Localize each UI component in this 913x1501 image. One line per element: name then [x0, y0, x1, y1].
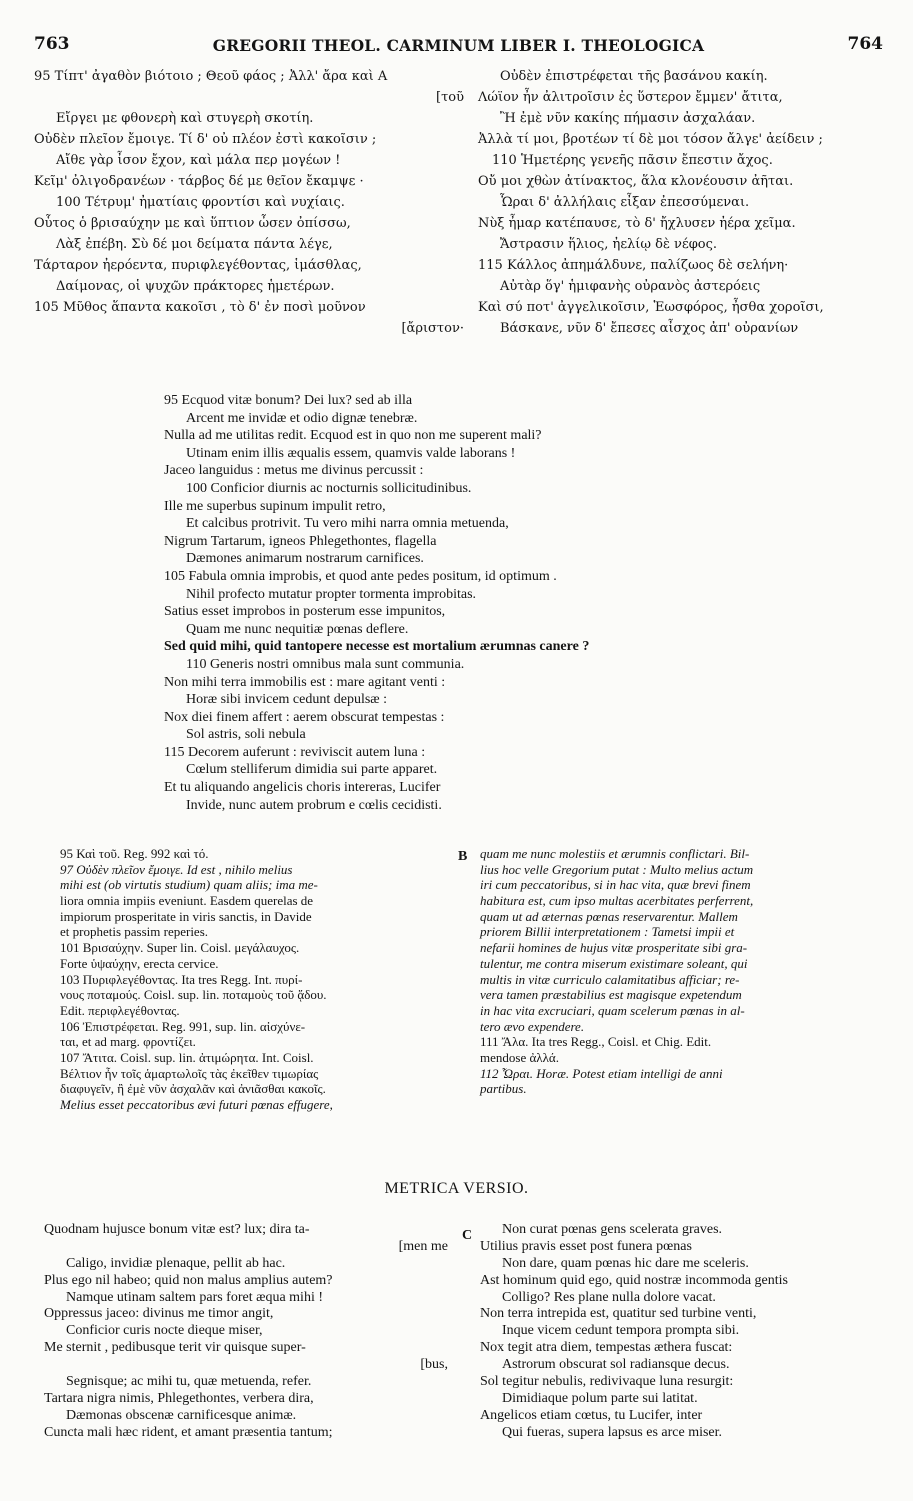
latin-line: Nihil profecto mutatur propter tormenta improbitas. — [186, 586, 477, 602]
verse-line: Plus ego nil habeo; quid non malus amplius autem? — [44, 1272, 333, 1288]
note-line: 103 Πυριφλεγέθοντας. Ita tres Regg. Int. πυρί- — [60, 971, 303, 987]
latin-line: Satius esset improbos in posterum esse impunitos, — [164, 604, 446, 620]
greek-line: Ἄστρασιν ἥλιος, ἠελίῳ δὲ νέφος. — [500, 237, 718, 252]
latin-line: Jaceo languidus : metus me divinus percussit : — [164, 463, 424, 479]
note-line: quam me nunc molestiis et ærumnis conflictari. Bil- — [480, 846, 750, 861]
note-line: mendose ἀλλά. — [480, 1049, 559, 1065]
note-line: ται, et ad marg. φροντίζει. — [60, 1034, 196, 1050]
running-head: GREGORII THEOL. CARMINUM LIBER I. THEOLOGICA — [212, 36, 705, 55]
note-line: partibus. — [480, 1081, 527, 1097]
greek-text-right — [478, 66, 888, 339]
verse-line: Tartara nigra nimis, Phlegethontes, verbera dira, — [44, 1390, 314, 1406]
verse-line: Dimidiaque polum parte sui latitat. — [502, 1390, 698, 1406]
metrica-left — [44, 1222, 454, 1442]
greek-line: Αἴθε γὰρ ἶσον ἔχον, καὶ μάλα περ μογέων ! — [56, 153, 341, 168]
verse-line: Ast hominum quid ego, quid nostræ incommoda gentis — [480, 1272, 788, 1288]
greek-line: Εἴργει με φθονερὴ καὶ στυγερὴ σκοτίη. — [56, 111, 314, 126]
notes-right — [480, 846, 890, 1097]
verse-line: Non terra intrepida est, quatitur sed turbine venti, — [480, 1306, 757, 1322]
page-header — [34, 34, 883, 58]
latin-line: 115 Decorem auferunt : reviviscit autem luna : — [164, 744, 426, 760]
latin-line: 105 Fabula omnia improbis, et quod ante pedes positum, id optimum . — [164, 568, 557, 584]
note-line: 106 Ἐπιστρέφεται. Reg. 991, sup. lin. αἰσχύνε- — [60, 1018, 306, 1034]
greek-line: Αὐτὰρ ὅγ' ἡμιφανὴς οὐρανὸς ἀστερόεις — [500, 279, 761, 294]
greek-line: Ἢ ἐμὲ νῦν κακίης πήμασιν ἀσχαλάαν. — [500, 111, 756, 126]
latin-line: Et tu aliquando angelicis choris intereras, Lucifer — [164, 780, 441, 796]
latin-line: Ille me superbus supinum impulit retro, — [164, 498, 386, 514]
latin-line: Utinam enim illis æqualis essem, quamvis valde laborans ! — [186, 445, 516, 461]
latin-line: Cœlum stelliferum dimidia sui parte apparet. — [186, 762, 438, 778]
note-line: 111 Ἄλα. Ita tres Regg., Coisl. et Chig. Edit. — [480, 1034, 712, 1050]
greek-line: Ὧραι δ' ἀλλήλαις εἶξαν ἐπεσσύμεναι. — [500, 195, 750, 210]
note-line: tero ævo expendere. — [480, 1018, 585, 1034]
greek-line: Νὺξ ἦμαρ κατέπαυσε, τὸ δ' ἤχλυσεν ἠέρα χεῖμα. — [478, 216, 796, 231]
latin-line: Et calcibus protrivit. Tu vero mihi narra omnia metuenda, — [186, 516, 509, 532]
latin-line: Nulla ad me utilitas redit. Ecquod est in quo non me superent mali? — [164, 428, 542, 444]
greek-line: 115 Κάλλος ἀπημάλδυνε, παλίζωος δὲ σελήνη· — [478, 258, 789, 273]
note-line: tulentur, me contra miserum existimare soleant, qui — [480, 955, 748, 971]
note-line: νους ποταμούς. Coisl. sup. lin. ποταμοὺς τοῦ ᾅδου. — [60, 987, 327, 1003]
page-number-right: 764 — [847, 34, 883, 54]
note-line: iri cum peccatoribus, si in hac vita, quæ brevi finem — [480, 877, 751, 893]
greek-line: Δαίμονας, οἱ ψυχῶν πράκτορες ἡμετέρων. — [56, 279, 335, 294]
notes-left — [60, 846, 455, 1113]
latin-line: Invide, nunc autem probrum e cœlis cecidisti. — [186, 797, 442, 813]
latin-line: Dæmones animarum nostrarum carnifices. — [186, 551, 424, 567]
greek-line: Οὗτος ὁ βρισαύχην με καὶ ὕπτιον ὦσεν ὀπίσσω, — [34, 216, 351, 231]
greek-line: 100 Τέτρυμ' ἠματίαις φροντίσι καὶ νυχίαις. — [56, 195, 345, 210]
note-line: Edit. περιφλεγέθοντας. — [60, 1002, 180, 1018]
verse-line: Sol tegitur nebulis, redivivaque luna resurgit: — [480, 1374, 734, 1390]
verse-line: Non dare, quam pœnas hic dare me sceleris. — [502, 1255, 749, 1271]
verse-line: Conficior curis nocte dieque miser, — [66, 1323, 263, 1339]
latin-line: Nox diei finem affert : aerem obscurat tempestas : — [164, 709, 445, 725]
verse-line: Inque vicem cedunt tempora prompta sibi. — [502, 1323, 740, 1339]
latin-line: 110 Generis nostri omnibus mala sunt communia. — [186, 656, 465, 672]
note-line: διαφυγεῖν, ἢ ἐμὲ νῦν ἀσχαλᾶν καὶ ἀνιᾶσθαι κακοῖς. — [60, 1081, 326, 1097]
note-line: 107 Ἄτιτα. Coisl. sup. lin. ἀτιμώρητα. Int. Coisl. — [60, 1049, 314, 1065]
latin-line: 100 Conficior diurnis ac nocturnis sollicitudinibus. — [186, 480, 472, 496]
greek-line: Βάσκανε, νῦν δ' ἔπεσες αἶσχος ἀπ' οὐρανίων — [500, 321, 799, 336]
note-line: vera tamen præstabilius est magisque expetendum — [480, 987, 742, 1003]
verse-line: Oppressus jaceo: divinus me timor angit, — [44, 1306, 274, 1322]
verse-line: Colligo? Res plane nulla dolore vacat. — [502, 1289, 716, 1305]
greek-line: [ἄριστον· — [401, 321, 464, 336]
greek-line: 95 Τίπτ' ἀγαθὸν βιότοιο ; Θεοῦ φάος ; Ἀλλ' ἄρα καὶ Α — [34, 69, 388, 84]
note-line: 101 Βρισαύχην. Super lin. Coisl. μεγάλαυχος. — [60, 940, 300, 956]
latin-line: Nigrum Tartarum, igneos Phlegethontes, flagella — [164, 533, 437, 549]
verse-line: Namque utinam saltem pars foret æqua mihi ! — [66, 1289, 323, 1305]
greek-line: Οὔ μοι χθὼν ἀτίνακτος, ἅλα κλονέουσιν ἀῆται. — [478, 174, 794, 189]
greek-line: Οὐδὲν πλεῖον ἔμοιγε. Τί δ' οὐ πλέον ἐστὶ κακοῖσιν ; — [34, 132, 377, 147]
latin-line: Sol astris, soli nebula — [186, 727, 306, 743]
latin-line: 95 Ecquod vitæ bonum? Dei lux? sed ab illa — [164, 393, 413, 408]
greek-line: 110 Ἡμετέρης γενεῆς πᾶσιν ἔπεστιν ἄχος. — [492, 153, 773, 168]
metrica-right — [480, 1222, 890, 1442]
note-line: habitura est, cum ipso multas acerbitates perferrent, — [480, 893, 754, 909]
verse-line: Nox tegit atra diem, tempestas æthera fuscat: — [480, 1340, 733, 1356]
note-line: impiorum prosperitate in viris sanctis, in Davide — [60, 908, 312, 924]
verse-line: [bus, — [420, 1357, 448, 1373]
greek-line: Καὶ σύ ποτ' ἀγγελικοῖσιν, Ἑωσφόρος, ἦσθα χοροῖσι, — [478, 300, 824, 315]
section-title: METRICA VERSIO. — [384, 1180, 529, 1197]
note-line: 95 Καὶ τοῦ. Reg. 992 καὶ τό. — [60, 846, 209, 861]
note-line: Βέλτιον ἦν τοῖς ἁμαρτωλοῖς τὰς ἐκεῖθεν τιμωρίας — [60, 1065, 319, 1081]
note-line: Forte ὑψαύχην, erecta cervice. — [60, 955, 219, 971]
latin-version — [164, 392, 864, 814]
latin-line: Arcent me invidæ et odio dignæ tenebræ. — [186, 410, 418, 426]
greek-line: Ἀλλὰ τί μοι, βροτέων τί δὲ μοι τόσον ἄλγε' ἀείδειν ; — [478, 132, 823, 147]
verse-line: Non curat pœnas gens scelerata graves. — [502, 1222, 723, 1237]
greek-line: Οὐδὲν ἐπιστρέφεται τῆς βασάνου κακίη. — [500, 69, 768, 84]
greek-line: Λὰξ ἐπέβη. Σὺ δέ μοι δείματα πάντα λέγε, — [56, 237, 333, 252]
note-line: multis in vitæ curriculo calamitatibus afficiar; re- — [480, 971, 740, 987]
verse-line: Angelicos etiam cœtus, tu Lucifer, inter — [480, 1407, 703, 1423]
latin-line: Sed quid mihi, quid tantopere necesse est mortalium ærumnas canere ? — [164, 639, 590, 655]
note-line: nefarii homines de hujus vitæ prosperitate sibi gra- — [480, 940, 748, 956]
latin-line: Quam me nunc nequitiæ pœnas deflere. — [186, 621, 409, 637]
note-line: mihi est (ob virtutis studium) quam aliis; ima me- — [60, 877, 318, 893]
verse-line: Astrorum obscurat sol radiansque decus. — [502, 1357, 730, 1373]
margin-marker-c: C — [462, 1228, 473, 1243]
note-line: Melius esset peccatoribus ævi futuri pœnas effugere, — [60, 1097, 333, 1112]
note-line: priorem Billii interpretationem : Tametsi impii et — [480, 924, 735, 940]
greek-line: [τοῦ — [436, 90, 464, 105]
verse-line: Utilius pravis esset post funera pœnas — [480, 1238, 692, 1254]
verse-line: Quodnam hujusce bonum vitæ est? lux; dira ta- — [44, 1222, 310, 1237]
note-line: 112 Ὧραι. Horæ. Potest etiam intelligi de anni — [480, 1065, 723, 1081]
note-line: 97 Οὐδὲν πλεῖον ἔμοιγε. Id est , nihilo melius — [60, 861, 293, 877]
note-line: in hac vita excruciari, quam scelerum pœnas in al- — [480, 1002, 745, 1018]
greek-line: Λώϊον ἦν ἀλιτροῖσιν ἐς ὕστερον ἔμμεν' ἄτιτα, — [478, 90, 783, 105]
greek-text-left — [34, 66, 470, 339]
note-line: lius hoc velle Gregorium putat : Multo melius actum — [480, 861, 754, 877]
note-line: et prophetis passim reperies. — [60, 924, 209, 940]
greek-line: 105 Μῦθος ἅπαντα κακοῖσι , τὸ δ' ἐν ποσὶ μοῦνον — [34, 300, 366, 315]
verse-line: [men me — [398, 1238, 448, 1254]
greek-line: Κεῖμ' ὀλιγοδρανέων · τάρβος δέ με θεῖον ἔκαμψε · — [34, 174, 364, 189]
latin-line: Non mihi terra immobilis est : mare agitant venti : — [164, 674, 446, 690]
verse-line: Caligo, invidiæ plenaque, pellit ab hac. — [66, 1255, 286, 1271]
verse-line: Qui fueras, supera lapsus es arce miser. — [502, 1424, 723, 1440]
note-line: liora omnia impiis eveniunt. Easdem querelas de — [60, 893, 314, 909]
page-number-left: 763 — [34, 34, 70, 54]
greek-line: Τάρταρον ἠερόεντα, πυριφλεγέθοντας, ἱμάσθλας, — [34, 258, 362, 273]
verse-line: Me sternit , pedibusque terit vir quisque super- — [44, 1340, 306, 1356]
margin-marker-b: B — [458, 849, 468, 864]
note-line: quam ut ad æternas pœnas reservarentur. Mallem — [480, 908, 738, 924]
verse-line: Dæmonas obscenæ carnificesque animæ. — [66, 1407, 297, 1423]
verse-line: Cuncta mali hæc rident, et amant præsentia tantum; — [44, 1424, 333, 1440]
verse-line: Segnisque; ac mihi tu, quæ metuenda, refer. — [66, 1374, 312, 1390]
latin-line: Horæ sibi invicem cedunt depulsæ : — [186, 692, 388, 708]
